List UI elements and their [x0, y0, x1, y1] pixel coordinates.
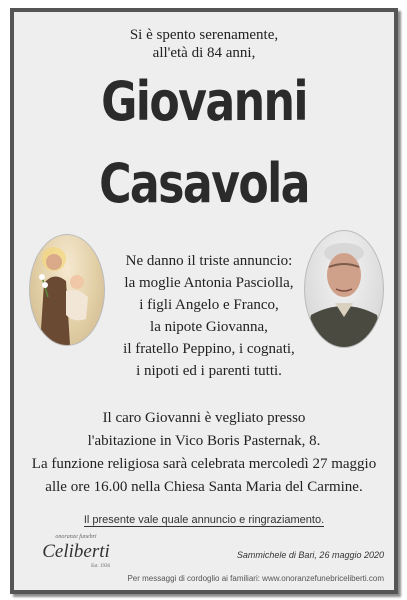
intro-line: Si è spento serenamente,: [129, 27, 279, 43]
visitation-line: alle ore 16.00 nella Chiesa Santa Maria del Carmine.: [45, 479, 363, 495]
logo-subtitle: onoranze funebri: [55, 534, 97, 540]
last-name: Casavola: [99, 152, 309, 215]
intro-line: all'età di 84 anni,: [152, 45, 256, 61]
visitation-line: Il caro Giovanni è vegliato presso: [102, 410, 306, 426]
thanks-text: Il presente vale quale annuncio e ringraziamento.: [83, 514, 325, 526]
obituary-card: [10, 8, 398, 594]
mourners-line: Ne danno il triste annuncio:: [125, 253, 293, 269]
mourners-list: [114, 250, 304, 382]
funeral-home-logo: [28, 534, 124, 582]
saint-image: [29, 234, 105, 346]
portrait-photo: [304, 230, 384, 348]
visitation-line: l'abitazione in Vico Boris Pasternak, 8.: [87, 433, 321, 449]
mourners-line: la nipote Giovanna,: [150, 319, 268, 335]
portrait-icon: [305, 231, 383, 347]
footer-note: Per messaggi di cordoglio ai familiari: www.onoranzefunebriceliberti.com: [127, 574, 384, 583]
place-date: Sammichele di Bari, 26 maggio 2020: [236, 550, 384, 560]
visitation-text: [14, 407, 394, 499]
logo-name: Celiberti: [42, 541, 110, 562]
mourners-line: i nipoti ed i parenti tutti.: [136, 363, 282, 379]
intro-text: [14, 26, 394, 62]
saint-anthony-icon: [30, 235, 104, 345]
logo-established: Est. 1936: [91, 564, 110, 569]
thanks-note: [14, 514, 394, 526]
first-name: Giovanni: [101, 70, 307, 133]
visitation-line: La funzione religiosa sarà celebrata mercoledì 27 maggio: [31, 456, 377, 472]
mourners-line: il fratello Peppino, i cognati,: [123, 341, 295, 357]
mourners-line: la moglie Antonia Pasciolla,: [124, 275, 294, 291]
mourners-line: i figli Angelo e Franco,: [139, 297, 279, 313]
